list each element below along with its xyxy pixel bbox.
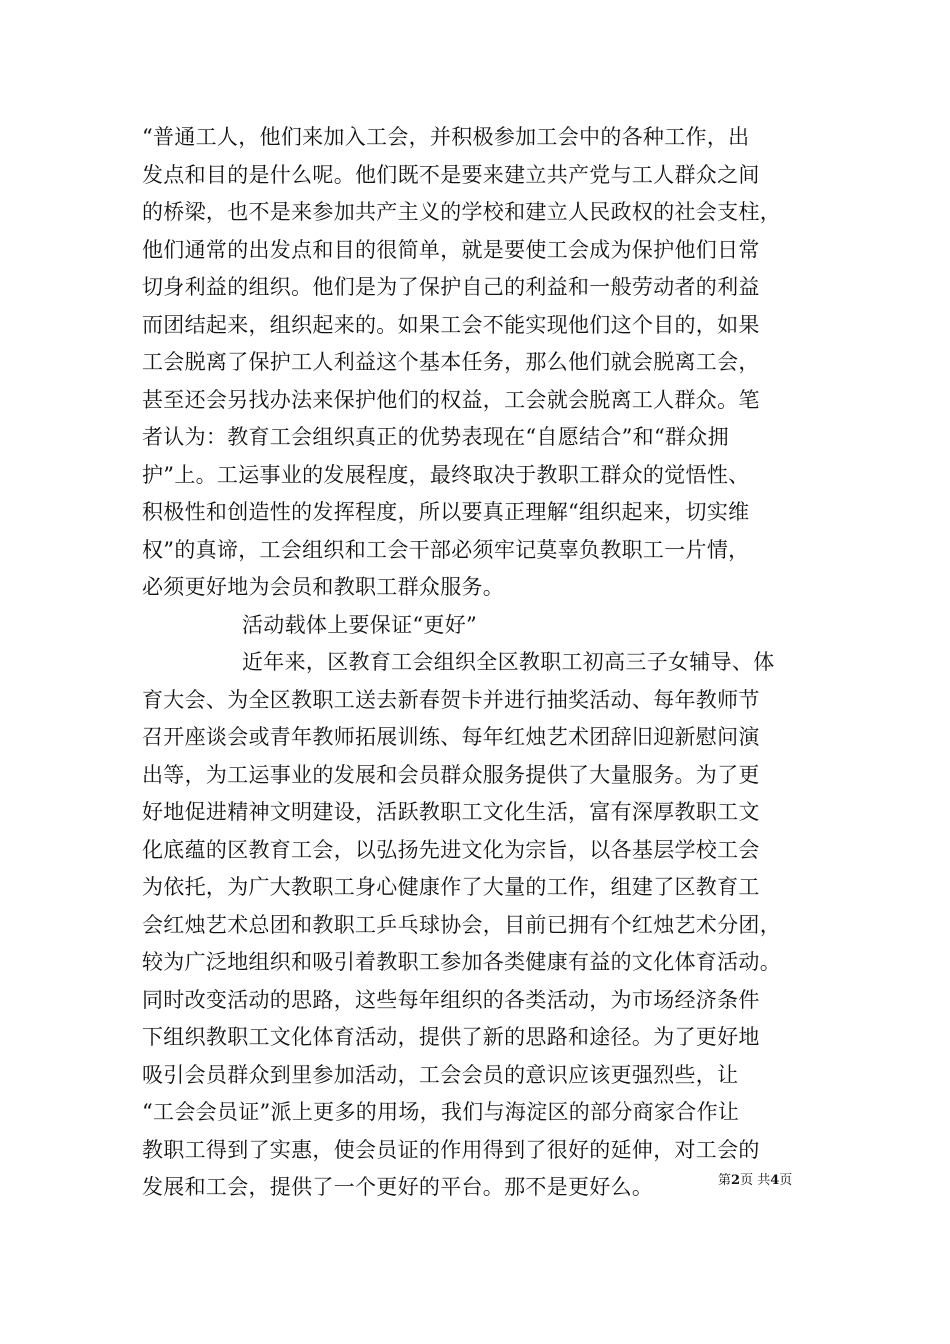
paragraph-line: 护”上。工运事业的发展程度，最终取决于教职工群众的觉悟性、: [142, 462, 750, 487]
paragraph-line: 积极性和创造性的发挥程度，所以要真正理解“组织起来，切实维: [142, 500, 750, 524]
paragraph-line: 权”的真谛，工会组织和工会干部必须牢记莫辜负教职工一片情，: [142, 537, 750, 562]
paragraph-line: 育大会、为全区教职工送去新春贺卡并进行抽奖活动、每年教师节: [142, 687, 760, 712]
paragraph-line: 化底蕴的区教育工会，以弘扬先进文化为宗旨，以各基层学校工会: [142, 837, 760, 862]
paragraph-line: 下组织教职工文化体育活动，提供了新的思路和途径。为了更好地: [142, 1025, 760, 1049]
paragraph-line: 发点和目的是什么呢。他们既不是要来建立共产党与工人群众之间: [142, 162, 760, 187]
paragraph-line: 工会脱离了保护工人利益这个基本任务，那么他们就会脱离工会，: [142, 350, 760, 374]
paragraph-line: 出等，为工运事业的发展和会员群众服务提供了大量服务。为了更: [142, 762, 760, 787]
paragraph-line: “普通工人，他们来加入工会，并积极参加工会中的各种工作，出: [142, 125, 750, 149]
paragraph-line: 必须更好地为会员和教职工群众服务。: [142, 575, 505, 599]
paragraph-line: 发展和工会，提供了一个更好的平台。那不是更好么。: [142, 1175, 654, 1199]
page-number-suffix: 页: [779, 1173, 793, 1188]
paragraph-line: 为依托，为广大教职工身心健康作了大量的工作，组建了区教育工: [142, 875, 760, 899]
paragraph-line: 吸引会员群众到里参加活动，工会会员的意识应该更强烈些，让: [142, 1062, 739, 1087]
paragraph-line: 教职工得到了实惠，使会员证的作用得到了很好的延伸，对工会的: [142, 1137, 760, 1162]
paragraph-line: 会红烛艺术总团和教职工乒乓球协会，目前已拥有个红烛艺术分团，: [142, 912, 781, 937]
paragraph-line: 甚至还会另找办法来保护他们的权益，工会就会脱离工人群众。笔: [142, 387, 760, 412]
page-number: [718, 1172, 792, 1190]
page-number-middle: 页 共: [740, 1173, 771, 1188]
section-heading: 活动载体上要保证“更好”: [242, 612, 478, 637]
paragraph-line: 者认为：教育工会组织真正的优势表现在“自愿结合”和“群众拥: [142, 425, 729, 449]
paragraph-line: 的桥梁，也不是来参加共产主义的学校和建立人民政权的社会支柱，: [142, 200, 781, 224]
total-page-number: 4: [770, 1173, 780, 1188]
paragraph-line: 他们通常的出发点和目的很简单，就是要使工会成为保护他们日常: [142, 237, 760, 262]
paragraph-line: 好地促进精神文明建设，活跃教职工文化生活，富有深厚教职工文: [142, 800, 760, 824]
current-page-number: 2: [731, 1173, 741, 1188]
paragraph-line: 近年来，区教育工会组织全区教职工初高三子女辅导、体: [242, 650, 775, 674]
paragraph-line: 召开座谈会或青年教师拓展训练、每年红烛艺术团辞旧迎新慰问演: [142, 725, 760, 749]
paragraph-line: “工会会员证”派上更多的用场，我们与海淀区的部分商家合作让: [142, 1100, 740, 1124]
paragraph-line: 同时改变活动的思路，这些每年组织的各类活动，为市场经济条件: [142, 987, 760, 1012]
paragraph-line: 较为广泛地组织和吸引着教职工参加各类健康有益的文化体育活动。: [142, 950, 781, 974]
body-text: [142, 119, 822, 1207]
page-number-prefix: 第: [718, 1173, 732, 1188]
paragraph-line: 而团结起来，组织起来的。如果工会不能实现他们这个目的，如果: [142, 312, 760, 337]
paragraph-line: 切身利益的组织。他们是为了保护自己的利益和一般劳动者的利益: [142, 275, 760, 299]
